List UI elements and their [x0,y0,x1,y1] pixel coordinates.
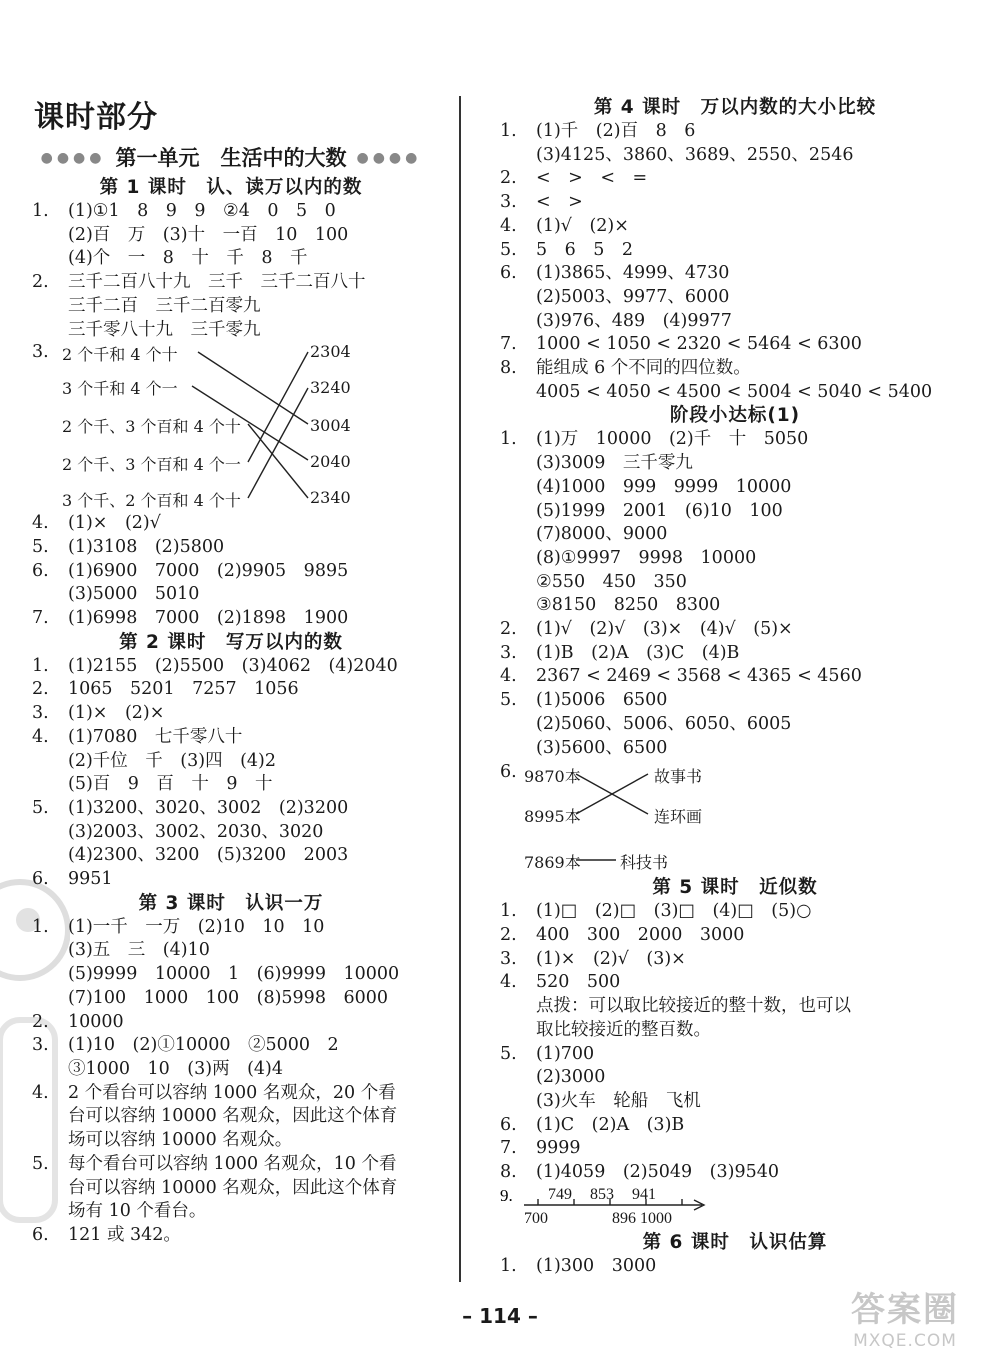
number-line-label-bottom: 700 [524,1209,548,1227]
answer-row: 6. 9951 [32,869,113,890]
answer-row: 1. (1)①1 8 9 9 ②4 0 5 0 [32,201,336,221]
page-number: – 114 – [462,1304,538,1328]
answer-row: 1. (1)万 10000 (2)千 十 5050 [500,429,809,450]
answer-row: (3)976、489 (4)9977 [536,310,732,331]
book-count: 9870本 [524,767,581,787]
watermark-logo: 答案圈 [851,1290,959,1330]
unit-heading [22,144,440,172]
answer-row: 台可以容纳 10000 名观众，因此这个体育 [68,1106,398,1127]
answer-row: (7)8000、9000 [536,524,668,545]
answer-row: 场可以容纳 10000 名观众。 [68,1130,293,1151]
matching-diagram: 3. 2 个千和 4 个十 3 个千和 4 个一 2 个千、3 个百和 4 个十 2 个千、3 个百和 4 个一 3 个千、2 个百和 4 个十 2304 3240 3004 2040 2340 [22,342,440,512]
watermark-site: MXQE.COM [853,1331,957,1351]
answer-row: 4. 2 个看台可以容纳 1000 名观众，20 个看 [32,1082,396,1103]
answer-row: (5)1999 2001 (6)10 100 [536,500,783,521]
answer-row: 7. 9999 [500,1138,581,1159]
answer-row: 5. (1)5006 6500 [500,690,668,711]
answer-row: 5. (1)700 [500,1043,595,1064]
book-count: 7869本 [524,853,581,873]
answer-row: 点拨：可以取比较接近的整十数，也可以 [536,996,851,1017]
answer-row: 2. < > < = [500,168,648,189]
answer-row: (3)五 三 (4)10 [68,940,210,961]
lesson-title: 阶段小达标(1) [669,405,801,427]
answer-row: (3)5600、6500 [536,737,668,758]
book-matching-lines [490,760,790,876]
unit-title: 第一单元 生活中的大数 [115,146,347,170]
number-line [490,1185,980,1231]
section-title: 课时部分 [34,100,158,135]
number-line-drawing [490,1185,790,1231]
site-watermark [830,1290,980,1362]
match-left-item: 2 个千、3 个百和 4 个十 [62,417,241,437]
answer-row: 3. (1)10 (2)①10000 ②5000 2 [32,1035,339,1056]
answer-row: (3)5000 5010 [68,584,200,605]
column-divider [459,96,461,1282]
answer-row: (5)百 9 百 十 9 十 [68,774,273,795]
answer-row: 2. 400 300 2000 3000 [500,924,745,945]
answer-row: (2)5003、9977、6000 [536,286,730,307]
answer-row: ③8150 8250 8300 [536,595,721,616]
answer-row: 8. 能组成 6 个不同的四位数。 [500,358,751,379]
number-line-label-top: 853 [590,1185,614,1203]
answer-row: 2. 10000 [32,1011,124,1032]
answer-row: 1. (1)2155 (2)5500 (3)4062 (4)2040 [32,655,398,676]
answer-row: 5. 每个看台可以容纳 1000 名观众，10 个看 [32,1153,397,1174]
answer-row: (5)9999 10000 1 (6)9999 10000 [68,964,400,985]
dots-decoration: ●●●● [40,150,106,166]
answer-row: (3)4125、3860、3689、2550、2546 [536,144,854,165]
book-type: 连环画 [654,807,703,827]
answer-row: 5. 5 6 5 2 [500,239,634,260]
answer-row: (4)1000 999 9999 10000 [536,476,792,497]
number-line-label-top: 749 [548,1185,572,1203]
right-column [490,96,980,1278]
match-right-item: 2040 [310,452,351,472]
answer-row: 2. (1)√ (2)√ (3)× (4)√ (5)× [500,619,793,640]
answer-row: 8. (1)4059 (2)5049 (3)9540 [500,1162,779,1183]
answer-row: 6. 121 或 342。 [32,1224,181,1245]
answer-row: 4. (1)7080 七千零八十 [32,726,243,747]
answer-row: 5. (1)3108 (2)5800 [32,536,225,557]
lesson-title: 第 4 课时 万以内数的大小比较 [593,97,877,118]
matching-lines [22,342,440,512]
answer-row: ②550 450 350 [536,571,687,592]
answer-row: 1. (1)一千 一万 (2)10 10 10 [32,916,325,937]
answer-row: (4)2300、3200 (5)3200 2003 [68,845,349,866]
answer-row: 2. 三千二百八十九 三千 三千二百八十 [32,272,366,293]
svg-text:9.: 9. [500,1185,513,1205]
answer-row: 场有 10 个看台。 [68,1201,207,1222]
answer-row: 1. (1)300 3000 [500,1255,657,1276]
answer-row: (2)百 万 (3)十 一百 10 100 [68,224,349,245]
book-count: 8995本 [524,807,581,827]
answer-row: 3. < > [500,192,583,213]
answer-row: 1. (1)千 (2)百 8 6 [500,121,696,141]
lesson-title: 第 6 课时 认识估算 [642,1231,828,1253]
answer-row: (2)3000 [536,1067,606,1088]
answer-row: 4. 520 500 [500,972,621,993]
lesson-title: 第 1 课时 认、读万以内的数 [99,177,363,198]
match-right-item: 3240 [310,378,351,398]
lesson-title: 第 5 课时 近似数 [652,877,818,899]
answer-row: 4. (1)× (2)√ [32,513,161,534]
left-column [22,96,440,1248]
book-type: 科技书 [620,853,669,873]
answer-row: ③1000 10 (3)两 (4)4 [68,1058,284,1079]
dots-decoration: ●●●● [356,150,422,166]
answer-row: 三千二百 三千二百零九 [68,295,261,316]
answer-row: (2)5060、5006、6050、6005 [536,713,792,734]
answer-row: 6. (1)6900 7000 (2)9905 9895 [32,560,349,581]
answer-row: (3)火车 轮船 飞机 [536,1090,701,1111]
answer-row: 台可以容纳 10000 名观众，因此这个体育 [68,1177,398,1198]
number-line-label-top: 941 [632,1185,656,1203]
match-right-item: 2340 [310,488,351,508]
answer-row: 7. 1000 < 1050 < 2320 < 5464 < 6300 [500,334,862,355]
match-left-item: 3 个千、2 个百和 4 个十 [62,491,241,511]
match-left-item: 2 个千和 4 个十 [62,345,178,365]
answer-row: (3)3009 三千零九 [536,453,693,474]
answer-row: (7)100 1000 100 (8)5998 6000 [68,987,388,1008]
answer-row: (8)①9997 9998 10000 [536,547,757,568]
match-left-item: 3 个千和 4 个一 [62,379,178,399]
lesson-title: 第 3 课时 认识一万 [138,892,324,914]
match-right-item: 2304 [310,342,351,362]
answer-row: 6. (1)C (2)A (3)B [500,1114,685,1135]
answer-row: 3. (1)× (2)√ (3)× [500,948,686,969]
lesson-title: 第 2 课时 写万以内的数 [119,631,343,653]
answer-row: 2. 1065 5201 7257 1056 [32,679,299,700]
answer-row: 4. 2367 < 2469 < 3568 < 4365 < 4560 [500,666,862,687]
book-matching-diagram: 6. 9870本 8995本 7869本 故事书 连环画 科技书 [490,760,980,876]
number-line-label-bottom: 1000 [640,1209,672,1227]
answer-row: 1. (1)□ (2)□ (3)□ (4)□ (5)○ [500,901,812,922]
match-right-item: 3004 [310,416,351,436]
answer-row: 3. (1)B (2)A (3)C (4)B [500,642,740,663]
answer-row: 5. (1)3200、3020、3002 (2)3200 [32,797,349,818]
answer-row: (4)个 一 8 十 千 8 千 [68,248,308,269]
answer-row: 4005 < 4050 < 4500 < 5004 < 5040 < 5400 [536,381,933,402]
answer-row: 三千零八十九 三千零九 [68,319,261,340]
answer-row: (3)2003、3002、2030、3020 [68,821,324,842]
answer-row: 取比较接近的整百数。 [536,1019,711,1040]
answer-row: (2)千位 千 (3)四 (4)2 [68,750,276,771]
answer-row: 7. (1)6998 7000 (2)1898 1900 [32,608,349,629]
match-left-item: 2 个千、3 个百和 4 个一 [62,455,241,475]
number-line-label-bottom: 896 [612,1209,636,1227]
answer-row: 6. (1)3865、4999、4730 [500,263,730,284]
answer-row: 4. (1)√ (2)× [500,215,629,236]
answer-row: 3. (1)× (2)× [32,703,165,724]
book-type: 故事书 [654,767,703,787]
